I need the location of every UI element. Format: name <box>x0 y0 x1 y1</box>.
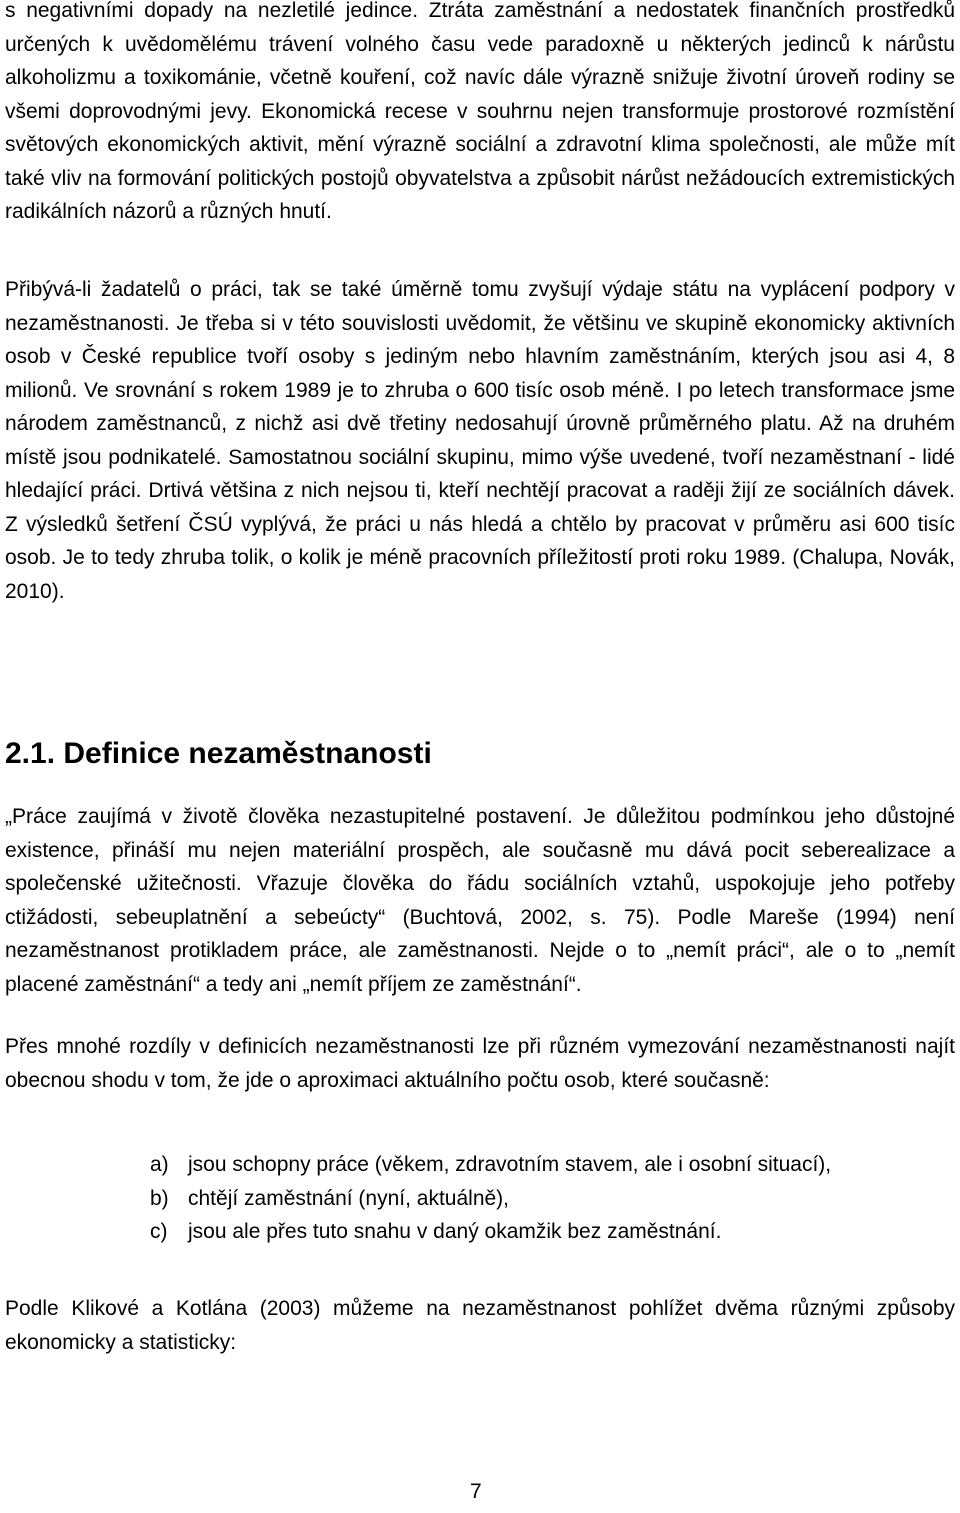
paragraph-two-approaches: Podle Klikové a Kotlána (2003) můžeme na nezaměstnanost pohlížet dvěma různými způsoby ekonomicky a statisticky: <box>5 1297 955 1354</box>
list-item <box>150 1148 955 1182</box>
list-marker: b) <box>150 1186 169 1210</box>
section-heading: 2.1. Definice nezaměstnanosti <box>5 737 432 770</box>
paragraph-definition-quote: „Práce zaujímá v životě člověka nezastupitelné postavení. Je důležitou podmínkou jeho důstojné existence, přináší mu nejen materiální prospěch, ale současně mu dává pocit seberealizace a společenské užitečnosti. Vřazuje člověka do řádu sociálních vztahů, uspokojuje jeho potřeby ctižádosti, sebeuplatnění a sebeúcty“ (Buchtová, 2002, s. 75). Podle Mareše (1994) není nezaměstnanost protikladem práce, ale zaměstnanosti. Nejde o to „nemít práci“, ale o to „nemít placené zaměstnání“ a tedy ani „nemít příjem ze zaměstnání“. <box>5 805 955 996</box>
list-item <box>150 1215 955 1249</box>
list-item-text: jsou schopny práce (věkem, zdravotním stavem, ale i osobní situací), <box>188 1153 832 1176</box>
list-item-text: chtějí zaměstnání (nyní, aktuálně), <box>188 1186 509 1210</box>
page-number: 7 <box>470 1480 482 1503</box>
list-marker: c) <box>150 1220 168 1243</box>
list-marker: a) <box>150 1153 169 1176</box>
paragraph-job-seekers: Přibývá-li žadatelů o práci, tak se také úměrně tomu zvyšují výdaje státu na vyplácení podpory v nezaměstnanosti. Je třeba si v této souvislosti uvědomit, že většinu ve skupině ekonomicky aktivních osob v České republice tvoří osoby s jediným nebo hlavním zaměstnáním, kterých jsou asi 4, 8 milionů. Ve srovnání s rokem 1989 je to zhruba o 600 tisíc osob méně. I po letech transformace jsme národem zaměstnanců, z nichž asi dvě třetiny nedosahují úrovně průměrného platu. Až na druhém místě jsou podnikatelé. Samostatnou sociální skupinu, mimo výše uvedené, tvoří nezaměstnaní - lidé hledající práci. Drtivá většina z nich nejsou ti, kteří nechtějí pracovat a raději žijí ze sociálních dávek. Z výsledků šetření ČSÚ vyplývá, že práci u nás hledá a chtělo by pracovat v průměru asi 600 tisíc osob. Je to tedy zhruba tolik, o kolik je méně pracovních příležitostí proti roku 1989. (Chalupa, Novák, 2010). <box>5 278 955 603</box>
criteria-list <box>150 1148 955 1249</box>
list-item-text: jsou ale přes tuto snahu v daný okamžik bez zaměstnání. <box>188 1220 722 1243</box>
paragraph-economic-recession: s negativními dopady na nezletilé jedince. Ztráta zaměstnání a nedostatek finančních prostředků určených k uvědomělému trávení volného času vede paradoxně u některých jedinců k nárůstu alkoholizmu a toxikománie, včetně kouření, což navíc dále výrazně snižuje životní úroveň rodiny se všemi doprovodnými jevy. Ekonomická recese v souhrnu nejen transformuje prostorové rozmístění světových ekonomických aktivit, mění výrazně sociální a zdravotní klima společnosti, ale může mít také vliv na formování politických postojů obyvatelstva a způsobit nárůst nežádoucích extremistických radikálních názorů a různých hnutí. <box>5 0 955 223</box>
paragraph-definitions-intro: Přes mnohé rozdíly v definicích nezaměstnanosti lze při různém vymezování nezaměstnanosti najít obecnou shodu v tom, že jde o aproximaci aktuálního počtu osob, které současně: <box>5 1035 955 1092</box>
list-item <box>150 1182 955 1216</box>
